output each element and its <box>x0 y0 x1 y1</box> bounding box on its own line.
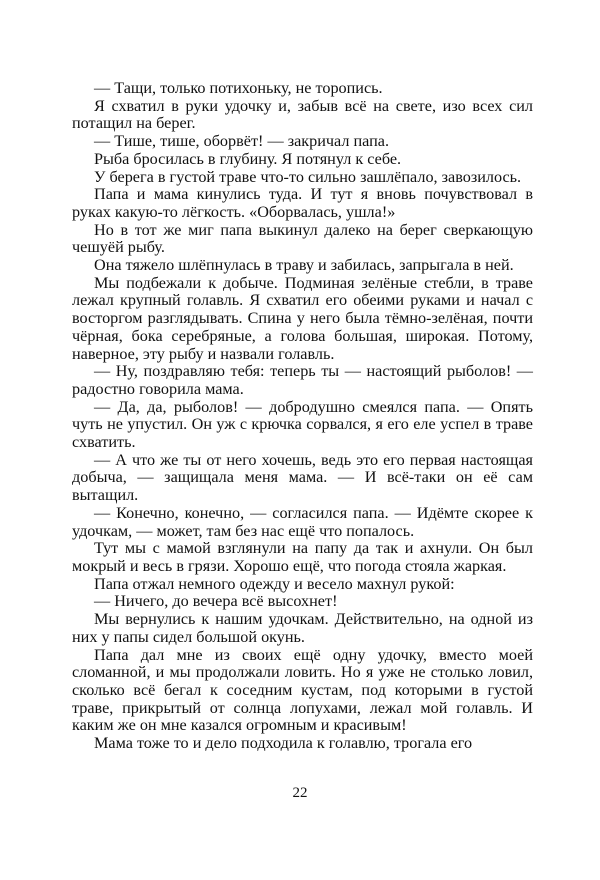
paragraph-16: — Ничего, до вечера всё высохнет! <box>94 592 338 611</box>
paragraph-12: — А что же ты от него хочешь, ведь это его первая настоящая добыча, — защищала меня мама. — И всё-таки он её сам вытащил. <box>72 450 533 505</box>
paragraph-8: Она тяжело шлёпнулась в траву и забилась, запрыгала в ней. <box>94 256 514 275</box>
paragraph-10: — Ну, поздравляю тебя: теперь ты — настоящий рыболов! — радостно говорила мама. <box>72 362 533 398</box>
page-number: 22 <box>292 785 308 801</box>
paragraph-14: Тут мы с мамой взглянули на папу да так и ахнули. Он был мокрый и весь в грязи. Хорошо ещё, что погода стояла жаркая. <box>72 539 533 575</box>
paragraph-5: У берега в густой траве что-то сильно зашлёпало, завозилось. <box>94 167 522 186</box>
paragraph-13: — Конечно, конечно, — согласился папа. — Идёмте скорее к удочкам, — может, там без нас ещё что попалось. <box>72 503 533 540</box>
paragraph-3: — Тише, тише, оборвёт! — закричал папа. <box>94 132 390 151</box>
paragraph-11: — Да, да, рыболов! — добродушно смеялся папа. — Опять чуть не упустил. Он уж с крючка сорвался, я его еле успел в траве схватить. <box>72 397 533 452</box>
page-body <box>72 80 533 753</box>
paragraph-15: Папа отжал немного одежду и весело махнул рукой: <box>94 574 455 593</box>
paragraph-18: Папа дал мне из своих ещё одну удочку, вместо моей сломанной, и мы продолжали ловить. Но я уже не столько ловил, сколько всё бегал к соседним кустам, под которыми в густой траве, прикрытый от солнца лопухами, лежал мой голавль. И каким же он мне казался огромным и красивым! <box>72 645 533 735</box>
paragraph-2: Я схватил в руки удочку и, забыв всё на свете, изо всех сил потащил на берег. <box>72 96 533 133</box>
paragraph-1: — Тащи, только потихоньку, не торопись. <box>94 79 383 97</box>
paragraph-4: Рыба бросилась в глубину. Я потянул к себе. <box>94 149 402 168</box>
paragraph-19: Мама тоже то и дело подходила к голавлю, трогала его <box>94 734 473 753</box>
paragraph-6: Папа и мама кинулись туда. И тут я вновь почувствовал в руках какую-то лёгкость. «Оборвалась, ушла!» <box>72 185 533 221</box>
paragraph-7: Но в тот же миг папа выкинул далеко на берег сверкающую чешуёй рыбу. <box>72 220 533 257</box>
paragraph-9: Мы подбежали к добыче. Подминая зелёные стебли, в траве лежал крупный голавль. Я схватил его обеими руками и начал с восторгом разглядывать. Спина у него была тёмно-зелёная, почти чёрная, бока серебряные, а голова большая, широкая. Потому, наверное, эту рыбу и назвали голавль. <box>72 273 533 363</box>
paragraph-17: Мы вернулись к нашим удочкам. Действительно, на одной из них у папы сидел большой окунь. <box>72 610 533 646</box>
